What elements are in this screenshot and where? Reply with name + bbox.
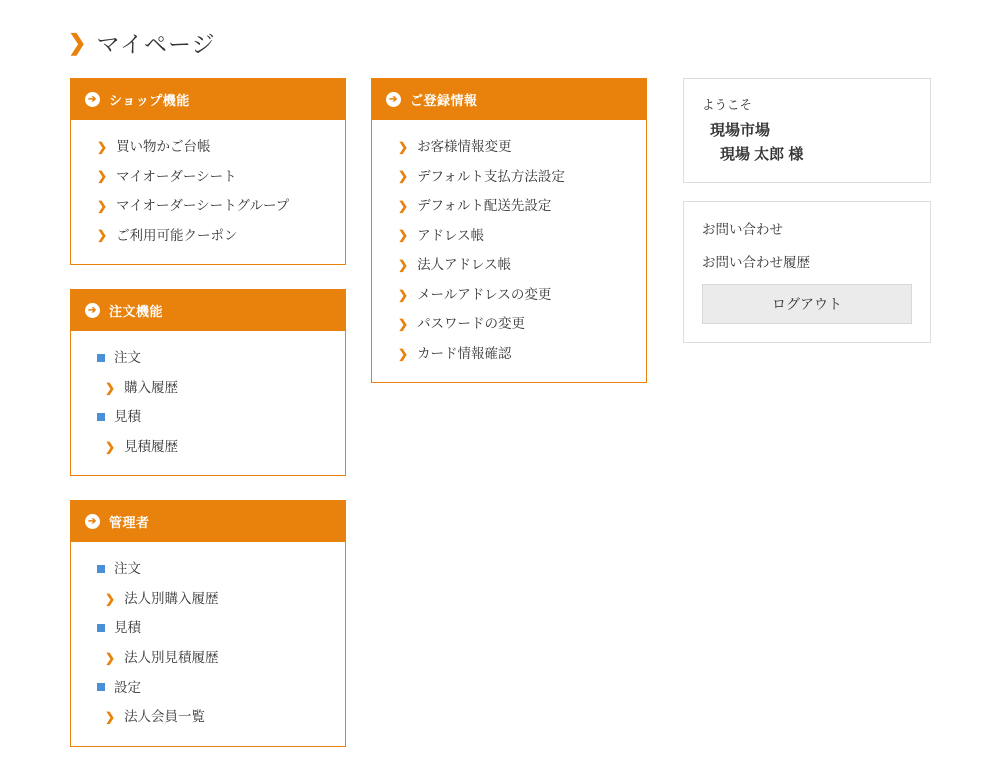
card-body — [71, 120, 345, 264]
card-body — [71, 331, 345, 475]
list-group-label — [71, 554, 345, 584]
card-header — [71, 501, 345, 542]
list-item-label: 設定 — [114, 679, 141, 695]
list-item-label: 注文 — [114, 350, 141, 366]
list-item-label: 法人アドレス帳 — [417, 257, 512, 273]
middle-column — [371, 78, 647, 407]
square-bullet-icon — [97, 565, 105, 573]
contact-history-link[interactable]: お問い合わせ履歴 — [702, 255, 810, 270]
chevron-right-icon: ❯ — [398, 139, 409, 154]
chevron-right-icon: ❯ — [105, 439, 116, 454]
card-registration-info — [371, 78, 647, 383]
page-title — [68, 26, 216, 59]
chevron-right-icon: ❯ — [97, 139, 108, 154]
square-bullet-icon — [97, 354, 105, 362]
list-item-label: お客様情報変更 — [417, 139, 512, 154]
card-title: ご登録情報 — [410, 93, 478, 108]
list-item[interactable] — [372, 162, 646, 192]
list-item[interactable] — [71, 643, 345, 673]
list-item[interactable] — [71, 702, 345, 732]
list-group-label — [71, 402, 345, 432]
logout-button[interactable]: ログアウト — [702, 284, 912, 324]
list-item-label: マイオーダーシートグループ — [116, 198, 290, 214]
company-name: 現場市場 — [710, 122, 771, 139]
list-item-label: 見積 — [114, 409, 141, 425]
welcome-label: ようこそ — [702, 98, 753, 112]
list-item-label: 法人別見積履歴 — [124, 650, 219, 666]
list-item[interactable] — [71, 191, 345, 221]
list-item-label: 注文 — [114, 561, 141, 577]
card-title: 管理者 — [109, 515, 150, 531]
list-group-label — [71, 673, 345, 703]
card-title: ショップ機能 — [109, 93, 190, 108]
card-header — [372, 79, 646, 120]
list-item[interactable] — [71, 373, 345, 403]
chevron-right-icon: ❯ — [105, 380, 116, 395]
contact-link[interactable]: お問い合わせ — [702, 222, 783, 237]
list-item-label: 買い物かご台帳 — [116, 139, 211, 154]
left-column — [70, 78, 346, 771]
list-item[interactable] — [372, 309, 646, 339]
card-order-functions — [70, 289, 346, 476]
list-item-label: 見積 — [114, 620, 141, 636]
list-group-label — [71, 343, 345, 373]
list-item[interactable] — [71, 432, 345, 462]
square-bullet-icon — [97, 683, 105, 691]
right-column — [683, 78, 931, 361]
chevron-right-icon: ❯ — [105, 709, 116, 724]
list-item[interactable] — [372, 191, 646, 221]
chevron-right-icon: ❯ — [105, 591, 116, 606]
list-item-label: デフォルト支払方法設定 — [417, 168, 565, 184]
chevron-right-icon: ❯ — [398, 257, 409, 272]
list-item[interactable] — [372, 132, 646, 162]
list-item[interactable] — [71, 221, 345, 251]
welcome-panel — [683, 78, 931, 183]
list-item-label: アドレス帳 — [417, 227, 485, 243]
card-body — [372, 120, 646, 382]
list-item-label: 購入履歴 — [124, 379, 179, 395]
card-body — [71, 542, 345, 745]
chevron-right-icon: ❯ — [97, 228, 108, 243]
card-admin — [70, 500, 346, 746]
page-title-text: マイページ — [96, 31, 216, 57]
arrow-circle-icon: ➔ — [85, 514, 100, 529]
chevron-right-icon: ❯ — [398, 317, 409, 332]
list-item[interactable] — [372, 280, 646, 310]
chevron-right-icon: ❯ — [398, 287, 409, 302]
list-item-label: メールアドレスの変更 — [417, 286, 552, 302]
list-item-label: デフォルト配送先設定 — [417, 198, 552, 214]
square-bullet-icon — [97, 413, 105, 421]
user-name: 現場 太郎 様 — [720, 146, 804, 163]
arrow-circle-icon: ➔ — [85, 303, 100, 318]
support-panel — [683, 201, 931, 343]
list-item-label: 法人会員一覧 — [124, 709, 206, 725]
chevron-right-icon: ❯ — [398, 198, 409, 213]
chevron-right-icon: ❯ — [97, 169, 108, 184]
list-item[interactable] — [71, 162, 345, 192]
arrow-circle-icon: ➔ — [85, 92, 100, 107]
chevron-right-icon: ❯ — [68, 29, 87, 55]
list-item[interactable] — [71, 132, 345, 162]
list-item-label: マイオーダーシート — [116, 168, 237, 184]
list-item-label: カード情報確認 — [417, 345, 512, 361]
list-item-label: 法人別購入履歴 — [124, 590, 219, 606]
card-header — [71, 79, 345, 120]
chevron-right-icon: ❯ — [97, 198, 108, 213]
list-item[interactable] — [372, 250, 646, 280]
card-title: 注文機能 — [109, 304, 164, 320]
list-item[interactable] — [372, 221, 646, 251]
chevron-right-icon: ❯ — [105, 650, 116, 665]
list-item[interactable] — [372, 339, 646, 369]
chevron-right-icon: ❯ — [398, 228, 409, 243]
list-item-label: 見積履歴 — [124, 438, 179, 454]
chevron-right-icon: ❯ — [398, 169, 409, 184]
list-group-label — [71, 613, 345, 643]
arrow-circle-icon: ➔ — [386, 92, 401, 107]
list-item-label: ご利用可能クーポン — [116, 227, 238, 243]
list-item[interactable] — [71, 584, 345, 614]
chevron-right-icon: ❯ — [398, 346, 409, 361]
card-shop-functions — [70, 78, 346, 265]
square-bullet-icon — [97, 624, 105, 632]
list-item-label: パスワードの変更 — [417, 316, 526, 332]
card-header — [71, 290, 345, 331]
